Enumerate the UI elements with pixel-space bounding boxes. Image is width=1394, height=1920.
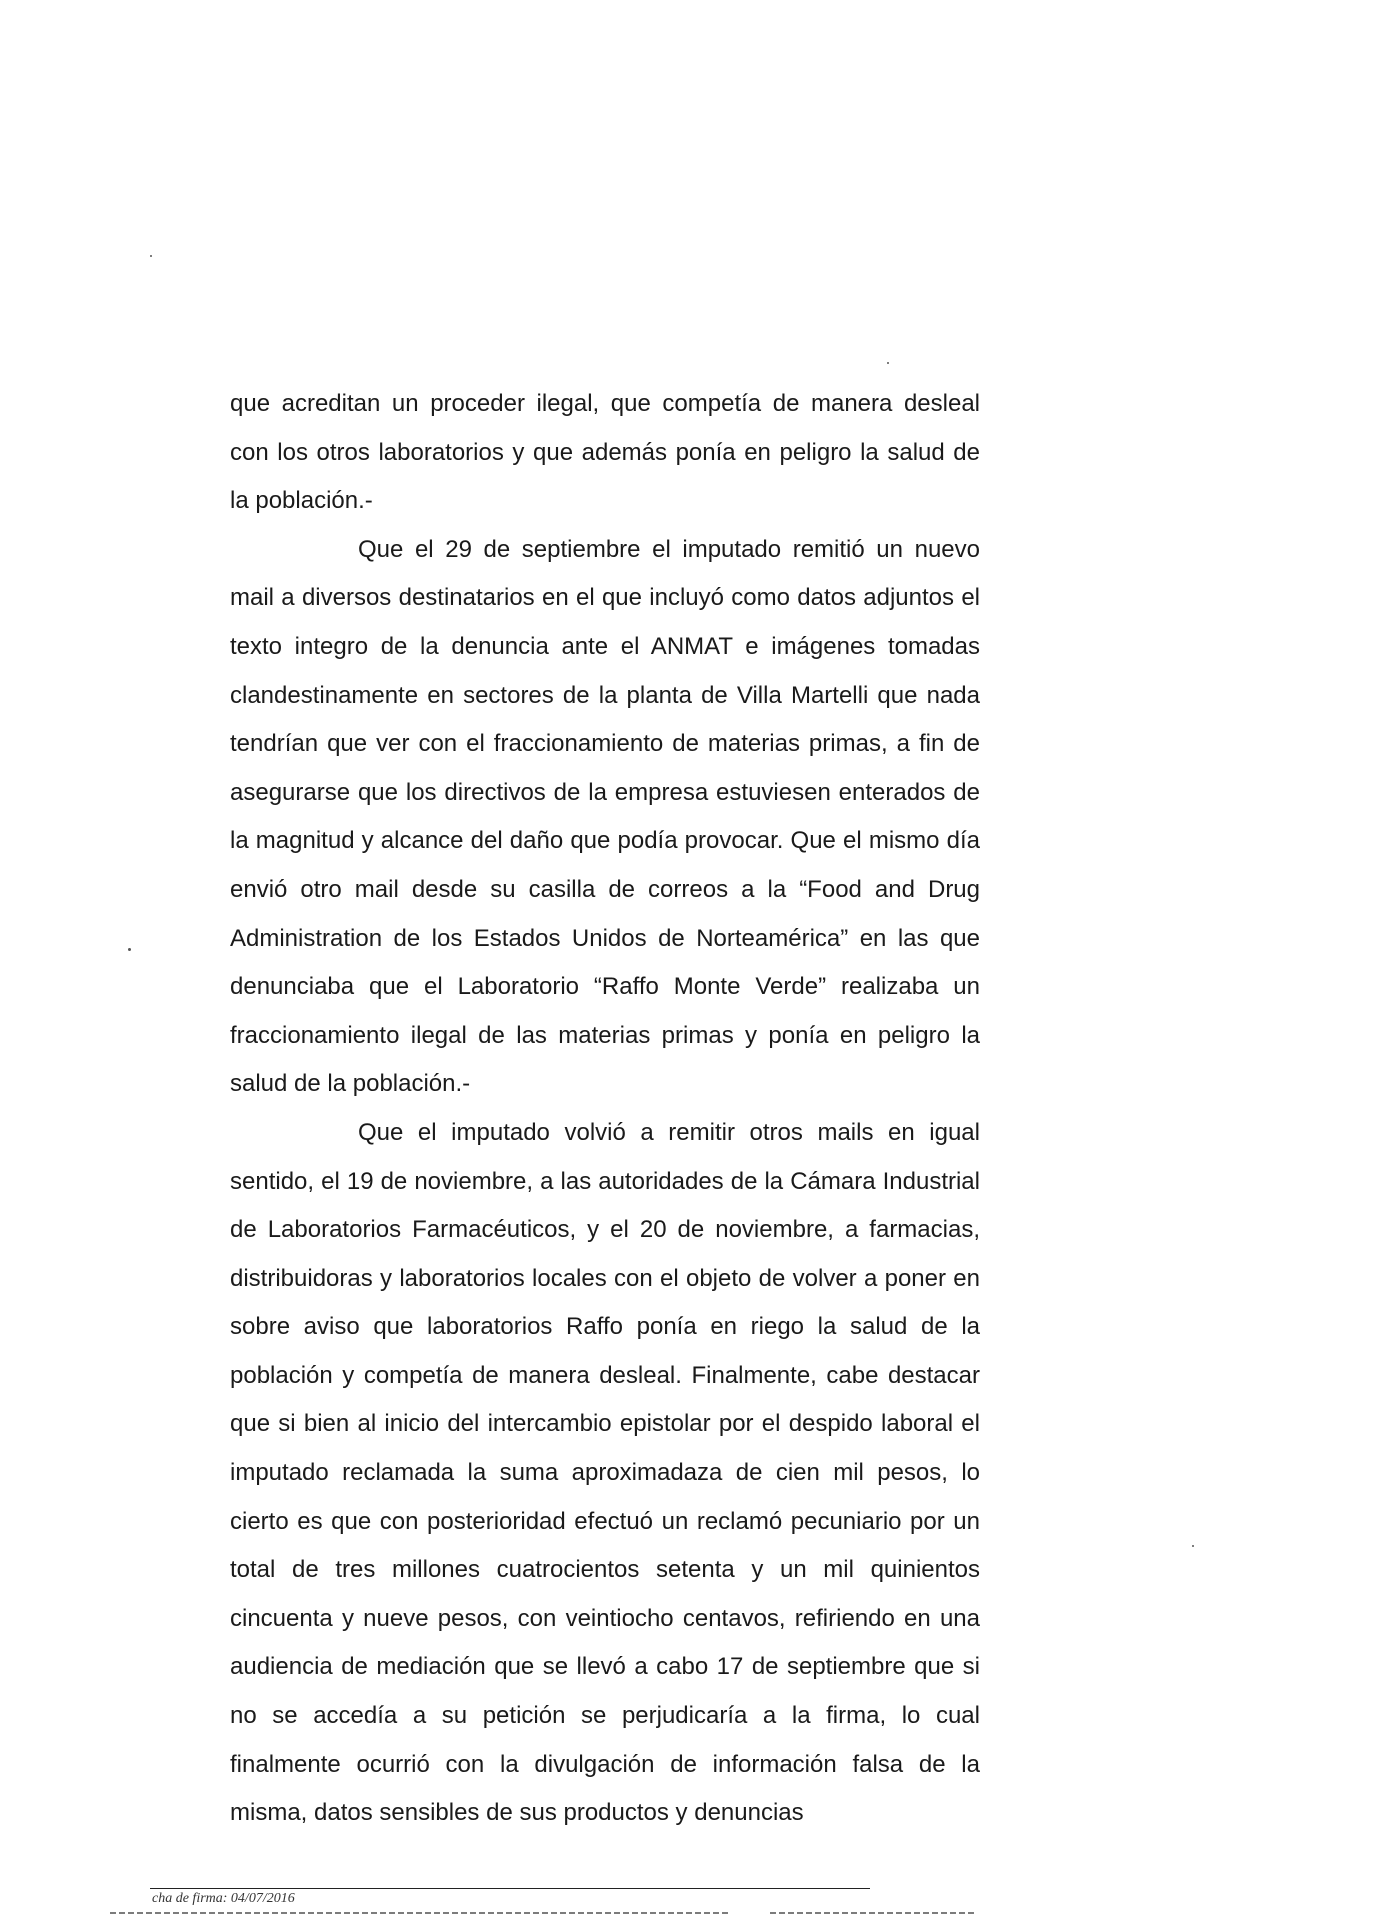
- scan-speck: [887, 362, 889, 364]
- scan-speck: [150, 255, 152, 257]
- paragraph: Que el 29 de septiembre el imputado remitió un nuevo mail a diversos destinatarios en el que incluyó como datos adjuntos el texto integro de la denuncia ante el ANMAT e imágenes tomadas clandestinamente en sectores de la planta de Villa Martelli que nada tendrían que ver con el fraccionamiento de materias primas, a fin de asegurarse que los directivos de la empresa estuviesen enterados de la magnitud y alcance del daño que podía provocar. Que el mismo día envió otro mail desde su casilla de correos a la “Food and Drug Administration de los Estados Unidos de Norteamérica” en las que denunciaba que el Laboratorio “Raffo Monte Verde” realizaba un fraccionamiento ilegal de las materias primas y ponía en peligro la salud de la población.-: [230, 535, 980, 1098]
- scan-speck: [128, 948, 131, 951]
- paragraph: que acreditan un proceder ilegal, que competía de manera desleal con los otros laboratorios y que además ponía en peligro la salud de la población.-: [230, 390, 980, 515]
- signature-date: cha de firma: 04/07/2016: [152, 1891, 295, 1906]
- body-text: [230, 380, 980, 1838]
- paragraph: Que el imputado volvió a remitir otros mails en igual sentido, el 19 de noviembre, a las autoridades de la Cámara Industrial de Laboratorios Farmacéuticos, y el 20 de noviembre, a farmacias, distribuidoras y laboratorios locales con el objeto de volver a poner en sobre aviso que laboratorios Raffo ponía en riego la salud de la población y competía de manera desleal. Finalmente, cabe destacar que si bien al inicio del intercambio epistolar por el despido laboral el imputado reclamada la suma aproximadaza de cien mil pesos, lo cierto es que con posterioridad efectuó un reclamó pecuniario por un total de tres millones cuatrocientos setenta y un mil quinientos cincuenta y nueve pesos, con veintiocho centavos, refiriendo en una audiencia de mediación que se llevó a cabo 17 de septiembre que si no se accedía a su petición se perjudicaría a la firma, lo cual finalmente ocurrió con la divulgación de información falsa de la misma, datos sensibles de sus productos y denuncias: [230, 1118, 980, 1827]
- scan-artifact-line: [770, 1912, 975, 1914]
- footer-rule: [150, 1888, 870, 1889]
- scan-artifact-line: [110, 1912, 730, 1914]
- scan-speck: [1192, 1545, 1194, 1547]
